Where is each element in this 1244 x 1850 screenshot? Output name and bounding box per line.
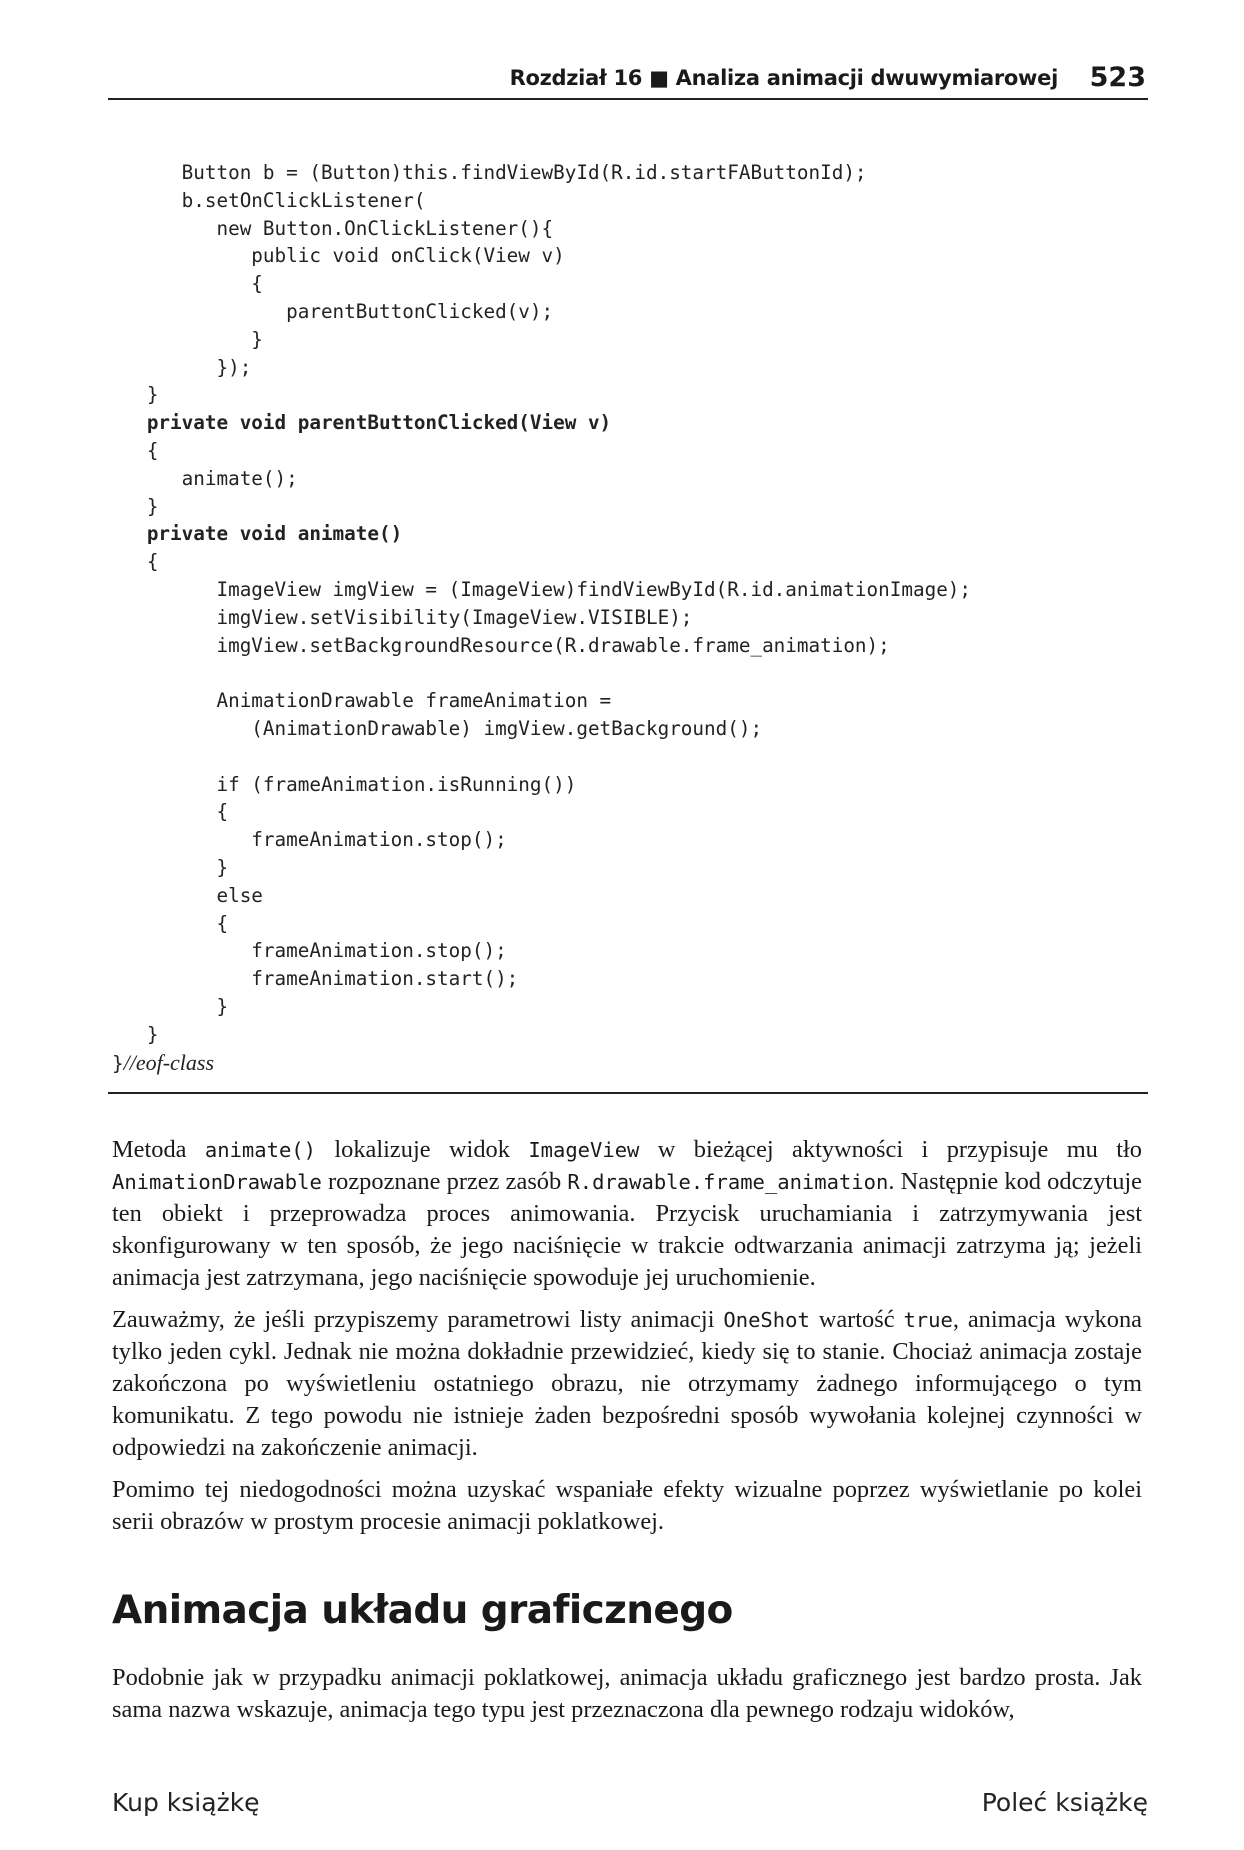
code-line: if (frameAnimation.isRunning()) (112, 772, 577, 796)
code-line: } (112, 494, 159, 518)
code-line: { (112, 550, 159, 574)
section-heading: Animacja układu graficznego (112, 1588, 733, 1633)
paragraph-layout-intro: Podobnie jak w przypadku animacji poklatkowej, animacja układu graficznego jest bardzo prosta. Jak sama nazwa wskazuje, animacja tego typu jest przeznaczona dla pewnego rodzaju widoków, (112, 1664, 1142, 1723)
body-text (112, 1134, 1142, 1548)
code-line: imgView.setVisibility(ImageView.VISIBLE); (112, 605, 693, 629)
code-line: private void animate() (112, 522, 403, 546)
eof-comment: //eof-class (123, 1049, 215, 1075)
code-line (112, 743, 1142, 771)
page-header (108, 58, 1148, 100)
buy-book-link[interactable]: Kup książkę (112, 1788, 260, 1817)
page-number: 523 (1089, 62, 1146, 93)
code-line: { (112, 272, 263, 296)
code-line-eof (112, 1049, 1142, 1077)
code-line: (AnimationDrawable) imgView.getBackground(); (112, 716, 763, 740)
code-line: ImageView imgView = (ImageView)findViewById(R.id.animationImage); (112, 577, 972, 601)
code-line: } (112, 855, 229, 879)
code-line (112, 659, 1142, 687)
code-line: { (112, 438, 159, 462)
code-line: imgView.setBackgroundResource(R.drawable.frame_animation); (112, 633, 890, 657)
paragraph-oneshot-note: Zauważmy, że jeśli przypiszemy parametrowi listy animacji OneShot wartość true, animacja wykona tylko jeden cykl. Jednak nie można dokładnie przewidzieć, kiedy się to stanie. Chociaż animacja zostaje zakończona po wyświetleniu ostatniego obrazu, nie otrzymamy żadnego informującego o tym komunikatu. Z tego powodu nie istnieje żaden bezpośredni sposób wywołania kolejnej czynności w odpowiedzi na zakończenie animacji. (112, 1306, 1143, 1461)
paragraph-summary: Pomimo tej niedogodności można uzyskać wspaniałe efekty wizualne poprzez wyświetlanie po kolei serii obrazów w prostym procesie animacji poklatkowej. (112, 1476, 1142, 1535)
code-line: new Button.OnClickListener(){ (112, 216, 554, 240)
code-line: Button b = (Button)this.findViewById(R.id.startFAButtonId); (112, 161, 867, 184)
code-line: } (112, 327, 263, 351)
code-line: private void parentButtonClicked(View v) (112, 411, 612, 435)
code-line: else (112, 883, 263, 907)
code-line: }); (112, 355, 252, 379)
code-line: } (112, 994, 229, 1018)
recommend-book-link[interactable]: Poleć książkę (981, 1788, 1148, 1817)
section-body (112, 1662, 1142, 1736)
chapter-title: Rozdział 16 ■ Analiza animacji dwuwymiarowej (509, 66, 1058, 90)
code-line: { (112, 800, 229, 824)
closing-brace: } (112, 1051, 124, 1075)
paragraph-animate-description: Metoda animate() lokalizuje widok ImageView w bieżącej aktywności i przypisuje mu tło AnimationDrawable rozpoznane przez zasób R.drawable.frame_animation. Następnie kod odczytuje ten obiekt i przeprowadza proces animowania. Przycisk uruchamiania i zatrzymywania jest skonfigurowany w ten sposób, że jego naciśnięcie w trakcie odtwarzania animacji zatrzyma ją; jeżeli animacja jest zatrzymana, jego naciśnięcie spowoduje jej uruchomienie. (112, 1136, 1142, 1291)
code-line: frameAnimation.stop(); (112, 939, 507, 963)
code-line: parentButtonClicked(v); (112, 299, 554, 323)
code-line: AnimationDrawable frameAnimation = (112, 689, 612, 713)
code-line: public void onClick(View v) (112, 244, 565, 268)
code-listing (112, 159, 1142, 1076)
listing-divider (108, 1092, 1148, 1094)
code-line: frameAnimation.start(); (112, 967, 519, 991)
code-line: animate(); (112, 466, 298, 490)
code-line: b.setOnClickListener( (112, 188, 426, 212)
code-line: frameAnimation.stop(); (112, 828, 507, 852)
code-line: { (112, 911, 229, 935)
code-line: } (112, 1022, 159, 1046)
code-line: } (112, 383, 159, 407)
